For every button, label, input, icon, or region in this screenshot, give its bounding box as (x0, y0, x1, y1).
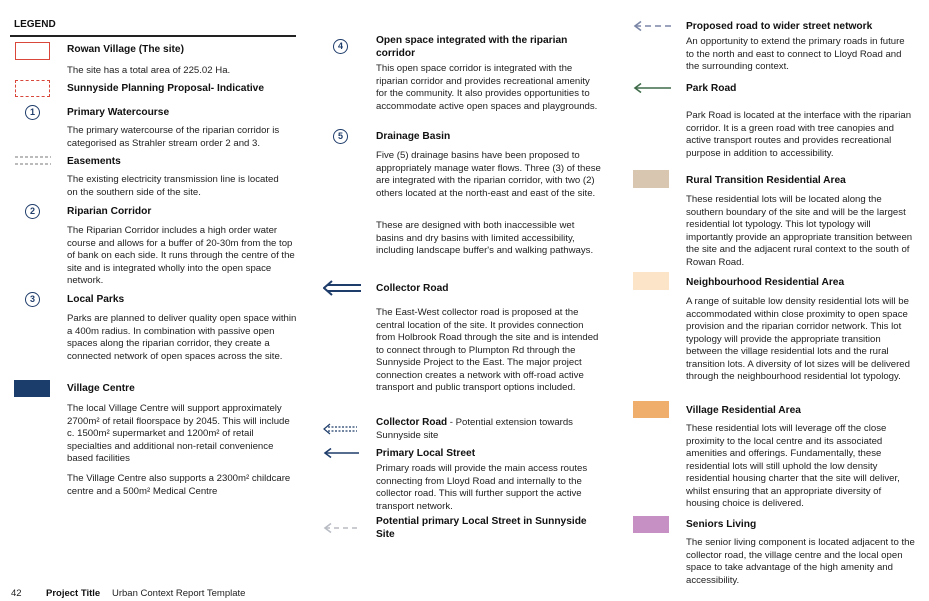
rural-transition-swatch (633, 170, 669, 188)
village-centre-text-2: The Village Centre also supports a 2300m² childcare centre and a 500m² Medical Centre (67, 473, 291, 497)
village-centre-swatch (14, 380, 50, 397)
potential-street-arrow-icon (323, 522, 359, 534)
primary-street-title: Primary Local Street (376, 448, 476, 459)
sunnyside-title: Sunnyside Planning Proposal- Indicative (67, 83, 264, 94)
park-road-text: Park Road is located at the interface with the riparian corridor. It is a green road with tree canopies and active transport routes and provides recreational purpose in addition to accessibility. (686, 110, 912, 159)
collector-extension-arrow-icon (323, 423, 357, 435)
drainage-text-2: These are designed with both inaccessible wet basins and dry basins with limited accessibility, including landscape buffer's and walking pathways. (376, 220, 594, 256)
proposed-road-title: Proposed road to wider street network (686, 21, 873, 32)
seniors-living-swatch (633, 516, 669, 533)
easements-title: Easements (67, 156, 121, 167)
proposed-road-arrow-icon (633, 20, 671, 32)
site-boundary-swatch (15, 42, 50, 60)
village-centre-text-1: The local Village Centre will support approximately 2700m² of retail floorspace by 2045. This will include c. 1500m² supermarket and 1200m² of retail specialties and additional non-retail convenience based facilities (67, 403, 290, 464)
collector-extension-desc: - Potential extension towards Sunnyside site (376, 417, 573, 441)
collector-title: Collector Road (376, 283, 449, 294)
number-3-icon: 3 (25, 292, 40, 307)
collector-road-arrow-icon (323, 280, 361, 296)
open-space-text: This open space corridor is integrated with the riparian corridor and provides recreational amenity for the community. It also provides opportunities to accommodate active open spaces and playgrounds. (376, 63, 598, 112)
collector-text: The East-West collector road is proposed at the central location of the site. It provides connection from Holbrook Road through the site and is intended to connect through to Plumpton Rd through the Sunnyside Project to the East. The major project connection creates a network with off-road active transport and public transport options included. (376, 307, 599, 393)
footer-title: Urban Context Report Template (112, 588, 246, 599)
parks-title: Local Parks (67, 294, 125, 305)
parks-text: Parks are planned to deliver quality open space within a 400m radius. In combination with passive open spaces along the riparian corridor, they create a connected network of open spaces across the site. (67, 313, 297, 362)
primary-street-arrow-icon (323, 447, 359, 459)
drainage-text-1: Five (5) drainage basins have been proposed to appropriately manage water flows. Three (3) of these are integrated with the riparian corridor, with two (2) others located at the north-east and east of the site. (376, 150, 601, 199)
watercourse-text: The primary watercourse of the riparian corridor is categorised as Strahler stream order 2 and 3. (67, 125, 280, 149)
seniors-living-title: Seniors Living (686, 519, 757, 530)
sunnyside-boundary-swatch (15, 80, 50, 97)
potential-street-title: Potential primary Local Street in Sunnyside Site (376, 516, 587, 540)
village-residential-title: Village Residential Area (686, 405, 801, 416)
easement-line-icon (15, 155, 51, 167)
park-road-arrow-icon (633, 82, 671, 94)
seniors-living-text: The senior living component is located adjacent to the collector road, the village centre and the local open space to take advantage of the high amenity and accessibility. (686, 537, 915, 586)
site-text: The site has a total area of 225.02 Ha. (67, 65, 231, 76)
legend-divider (10, 35, 296, 37)
rural-transition-title: Rural Transition Residential Area (686, 175, 846, 186)
page-number: 42 (11, 588, 22, 599)
neighbourhood-text: A range of suitable low density residential lots will be accommodated within close proximity to open space provision and the riparian corridor network. This lot typology will provide the appropriate transition between the village residential lots and the rural transition lots. A diversity of lot sizes will be delivered through the neighbourhood residential lot typology. (686, 296, 910, 382)
watercourse-title: Primary Watercourse (67, 107, 170, 118)
riparian-text: The Riparian Corridor includes a high order water course and allows for a buffer of 20-30m from the top of bank on each side. It runs through the centre of the site and is integrated wholly into the open space network. (67, 225, 295, 286)
footer-label: Project Title (46, 588, 101, 599)
park-road-title: Park Road (686, 83, 737, 94)
legend-title: LEGEND (14, 19, 56, 30)
number-4-icon: 4 (333, 39, 348, 54)
rural-transition-text: These residential lots will be located along the southern boundary of the site and will be the largest residential lot typology. This lot typology will importantly provide an appropriate transition between the site and the adjacent rural context to the south of Rowan Road. (686, 194, 913, 268)
primary-street-text: Primary roads will provide the main access routes connecting from Lloyd Road and internally to the collector road. This will further support the active transport network. (376, 463, 588, 512)
neighbourhood-title: Neighbourhood Residential Area (686, 277, 845, 288)
drainage-title: Drainage Basin (376, 131, 451, 142)
open-space-title: Open space integrated with the riparian corridor (376, 35, 568, 59)
collector-extension-bold: Collector Road (376, 417, 448, 428)
number-1-icon: 1 (25, 105, 40, 120)
number-2-icon: 2 (25, 204, 40, 219)
site-title: Rowan Village (The site) (67, 44, 184, 55)
collector-extension-text (376, 417, 606, 442)
village-centre-title: Village Centre (67, 383, 135, 394)
easements-text: The existing electricity transmission line is located on the southern side of the site. (67, 174, 279, 198)
neighbourhood-swatch (633, 272, 669, 290)
riparian-title: Riparian Corridor (67, 206, 152, 217)
village-residential-swatch (633, 401, 669, 418)
village-residential-text: These residential lots will leverage off the close proximity to the local centre and its associated amenities and offerings. Fundamentally, these residential lots will still uphold the low density residential housing charter that the site will deliver, whilst ensuring that an appropriate diversity of housing choice is delivered. (686, 423, 900, 509)
number-5-icon: 5 (333, 129, 348, 144)
proposed-road-text: An opportunity to extend the primary roads in future to the north and east to connect to Lloyd Road and the surrounding context. (686, 36, 905, 72)
